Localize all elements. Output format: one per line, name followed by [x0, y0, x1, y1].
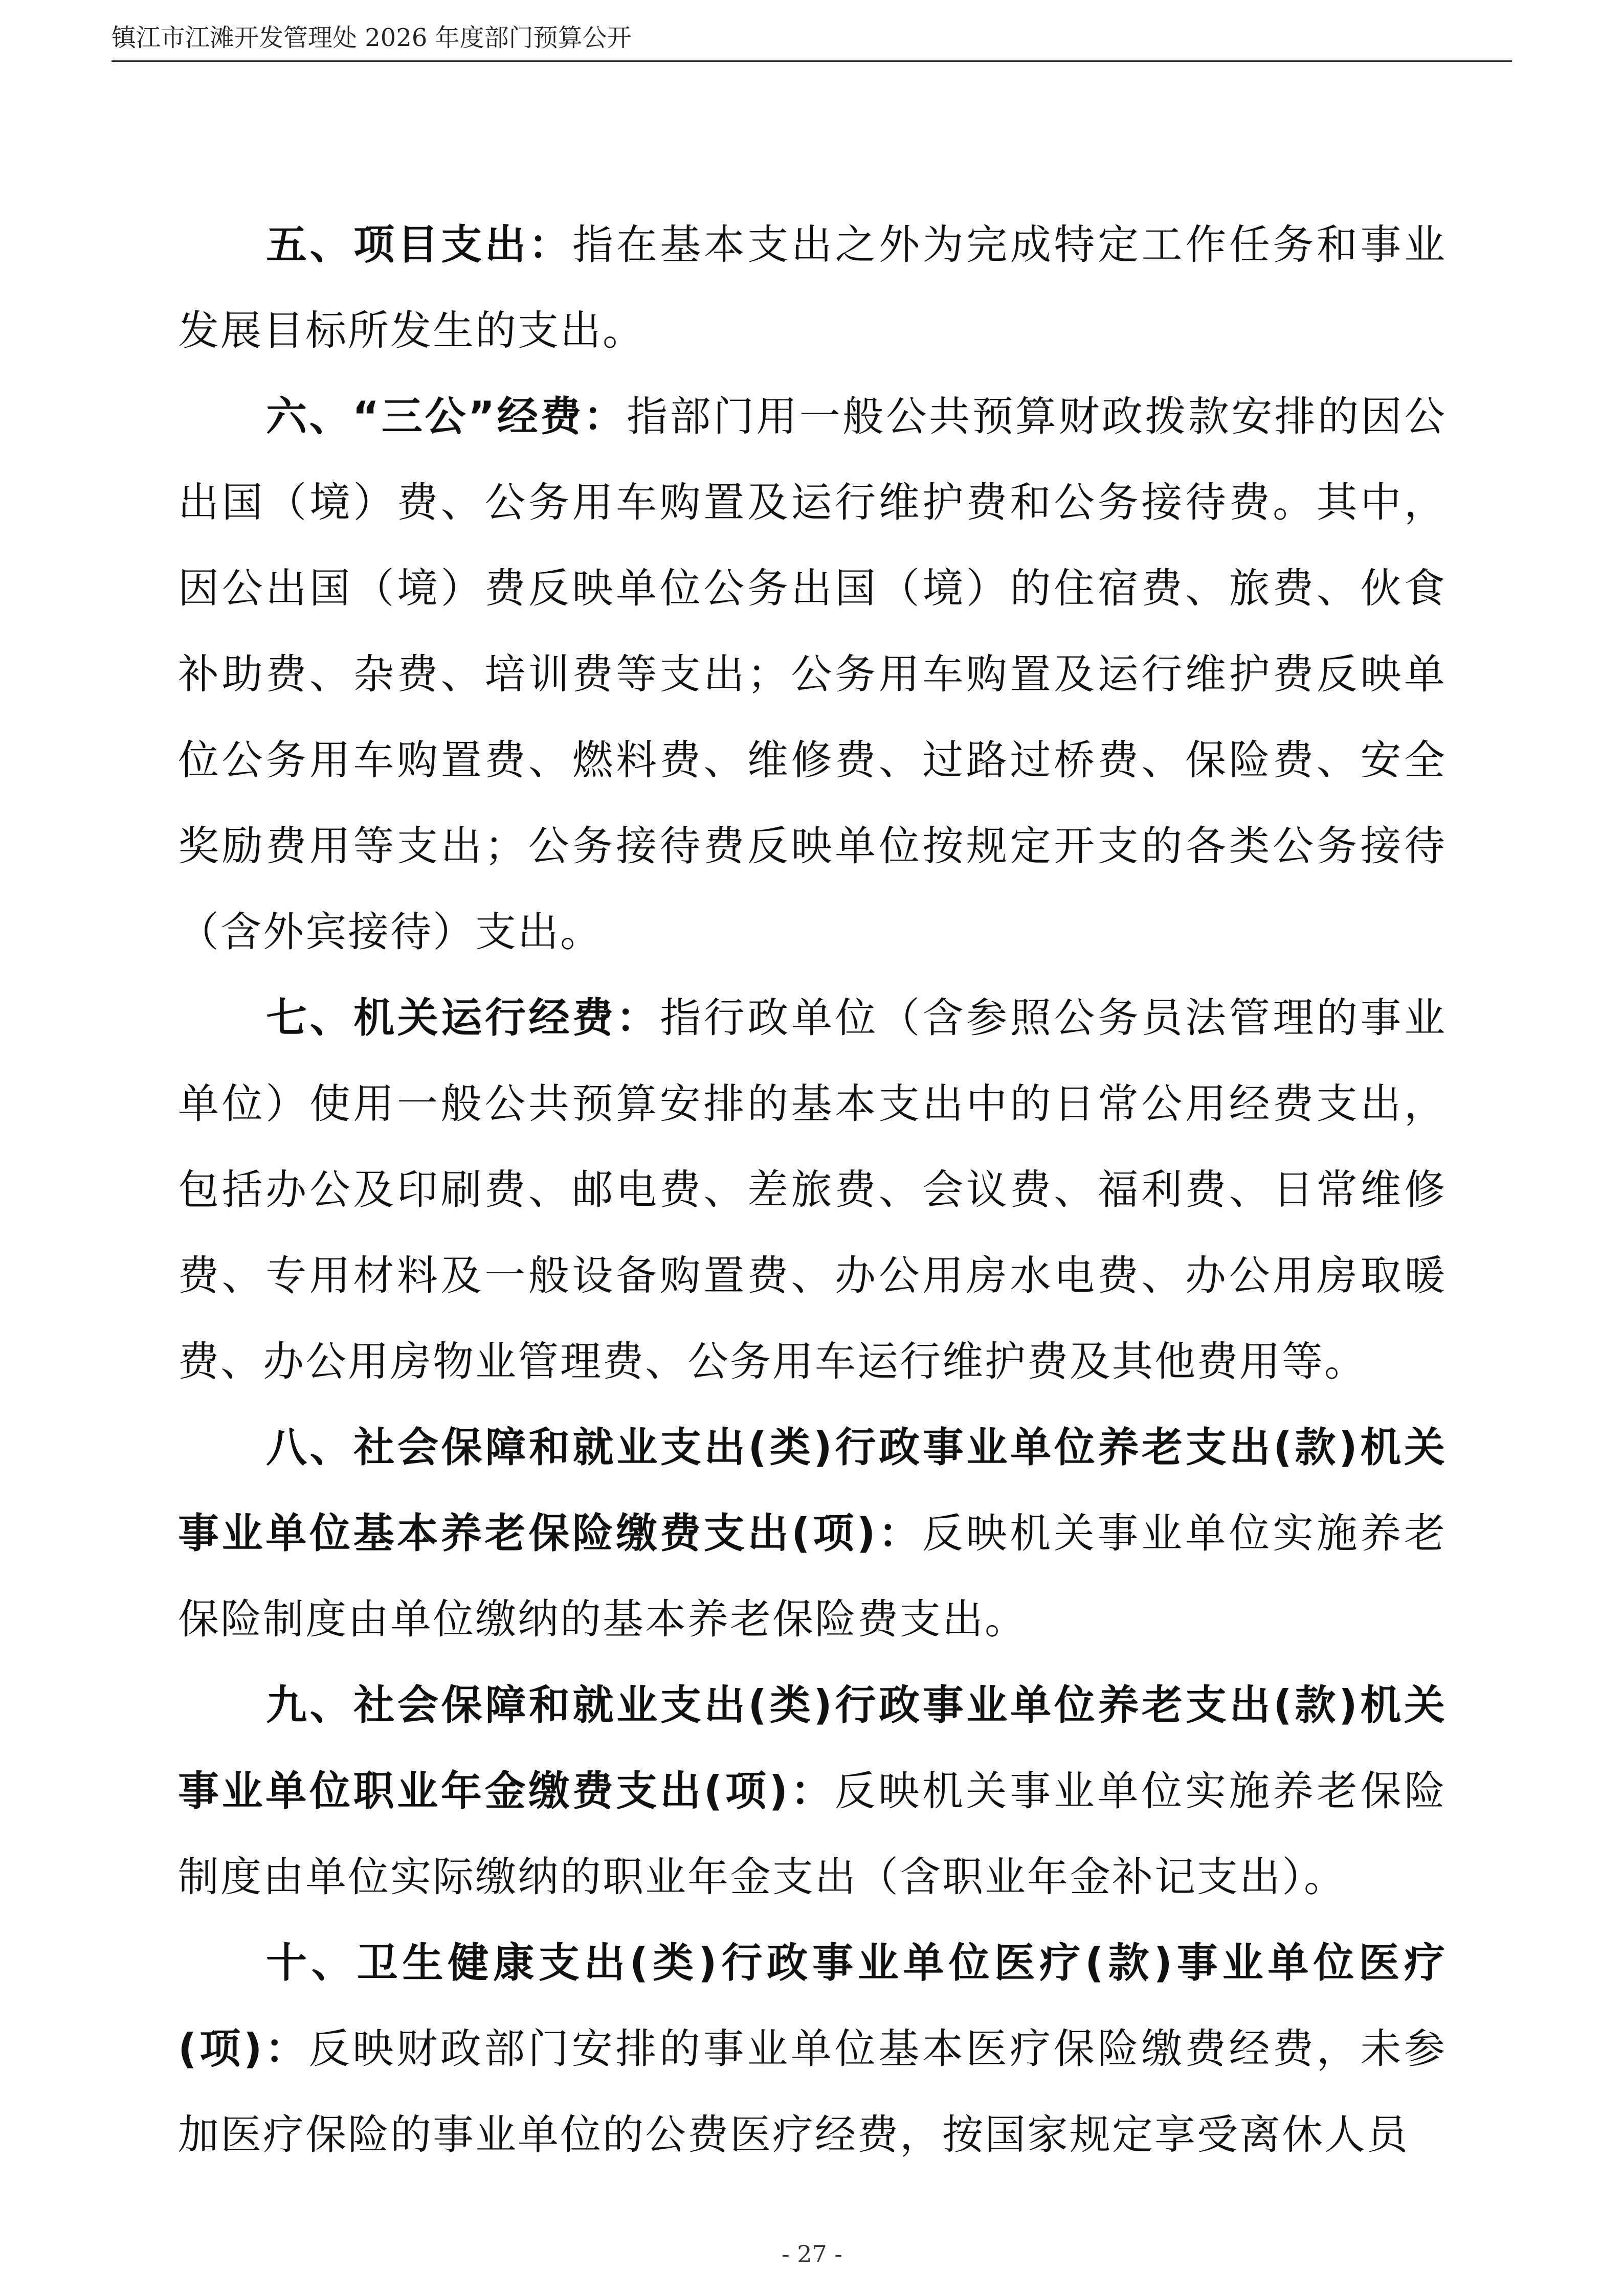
paragraph-term: 五、项目支出： — [266, 221, 573, 268]
paragraph-term: 八、社会保障和就业支出(类)行政事业单位养老支出(款)机关事业单位基本养老保险缴费支出(项)： — [178, 1424, 1447, 1557]
paragraph-term: 六、“三公”经费： — [266, 393, 627, 440]
paragraph-text: 反映财政部门安排的事业单位基本医疗保险缴费经费，未参加医疗保险的事业单位的公费医疗经费，按国家规定享受离休人员 — [178, 2025, 1447, 2158]
page-number: - 27 - — [782, 2240, 842, 2268]
paragraph-text: 反映机关事业单位实施养老保险制度由单位缴纳的基本养老保险费支出。 — [178, 1510, 1447, 1643]
paragraph-agency-operating-expenses — [178, 975, 1447, 1405]
paragraph-text: 反映机关事业单位实施养老保险制度由单位实际缴纳的职业年金支出（含职业年金补记支出）。 — [178, 1767, 1447, 1901]
paragraph-term: 九、社会保障和就业支出(类)行政事业单位养老支出(款)机关事业单位职业年金缴费支出(项)： — [178, 1681, 1447, 1815]
paragraph-term: 七、机关运行经费： — [266, 994, 660, 1042]
paragraph-occupational-annuity — [178, 1662, 1447, 1920]
paragraph-institution-medical — [178, 1920, 1447, 2178]
paragraph-text: 指部门用一般公共预算财政拨款安排的因公出国（境）费、公务用车购置及运行维护费和公务接待费。其中，因公出国（境）费反映单位公务出国（境）的住宿费、旅费、伙食补助费、杂费、培训费等支出；公务用车购置及运行维护费反映单位公务用车购置费、燃料费、维修费、过路过桥费、保险费、安全奖励费用等支出；公务接待费反映单位按规定开支的各类公务接待（含外宾接待）支出。 — [178, 393, 1447, 956]
paragraph-term: 十、卫生健康支出(类)行政事业单位医疗(款)事业单位医疗(项)： — [178, 1939, 1447, 2073]
paragraph-project-expenditure — [178, 202, 1447, 374]
paragraph-three-public-expenses — [178, 374, 1447, 975]
running-header: 镇江市江滩开发管理处 2026 年度部门预算公开 — [112, 24, 632, 52]
paragraph-text: 指在基本支出之外为完成特定工作任务和事业发展目标所发生的支出。 — [178, 221, 1447, 354]
document-body — [178, 202, 1447, 2178]
header-divider — [112, 60, 1512, 62]
paragraph-basic-pension-insurance — [178, 1405, 1447, 1662]
paragraph-text: 指行政单位（含参照公务员法管理的事业单位）使用一般公共预算安排的基本支出中的日常公用经费支出，包括办公及印刷费、邮电费、差旅费、会议费、福利费、日常维修费、专用材料及一般设备购置费、办公用房水电费、办公用房取暖费、办公用房物业管理费、公务用车运行维护费及其他费用等。 — [178, 994, 1447, 1385]
